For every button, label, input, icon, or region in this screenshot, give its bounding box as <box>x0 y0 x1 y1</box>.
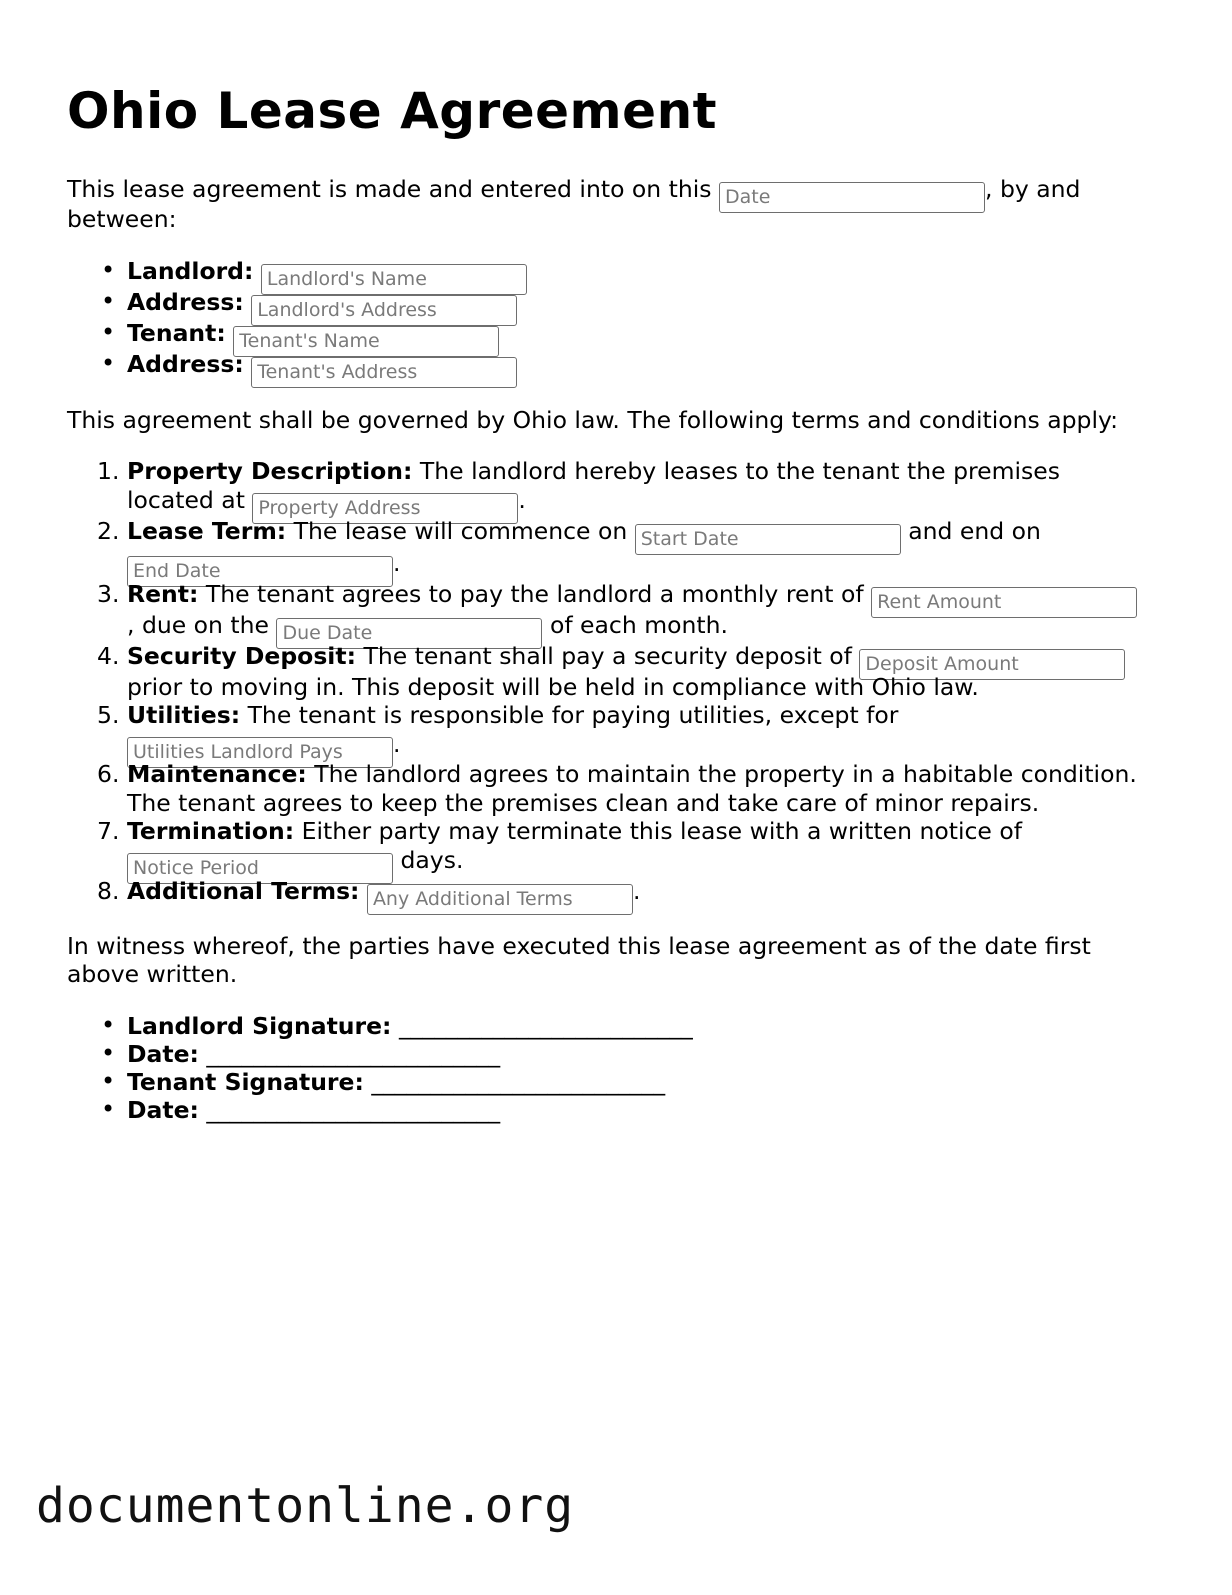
bullet: • <box>101 287 116 315</box>
term-number: 4. <box>97 642 120 670</box>
bullet: • <box>101 1011 116 1039</box>
bullet: • <box>101 1039 116 1067</box>
governing-text: This agreement shall be governed by Ohio law. The following terms and conditions apply: <box>67 406 1119 434</box>
term-lease-line2: End Date. <box>127 548 400 587</box>
page-title: Ohio Lease Agreement <box>67 82 718 140</box>
start-date-field[interactable] <box>635 524 901 555</box>
term-lease: Lease Term: The lease will commence on Start Date and end on <box>127 516 1041 555</box>
term-maintenance: Maintenance: The landlord agrees to maintain the property in a habitable condition. <box>127 760 1137 788</box>
term-number: 8. <box>97 877 120 905</box>
tenant-name-row: Tenant: Tenant's Name <box>127 318 499 357</box>
watermark: documentonline.org <box>36 1478 575 1534</box>
tenant-signature-line: Tenant Signature: _________________________ <box>127 1068 666 1096</box>
intro-line-2: between: <box>67 205 177 233</box>
bullet: • <box>101 256 116 284</box>
bullet: • <box>101 318 116 346</box>
term-number: 1. <box>97 457 120 485</box>
rent-amount-field[interactable] <box>871 587 1137 618</box>
landlord-address-row: Address: Landlord's Address <box>127 287 517 326</box>
witness-text-2: above written. <box>67 960 238 988</box>
bullet: • <box>101 1095 116 1123</box>
term-deposit: Security Deposit: The tenant shall pay a security deposit of Deposit Amount <box>127 641 1125 680</box>
date-field[interactable] <box>719 182 985 213</box>
witness-text: In witness whereof, the parties have executed this lease agreement as of the date first <box>67 932 1091 960</box>
tenant-address-field[interactable] <box>251 357 517 388</box>
landlord-date-line: Date: _________________________ <box>127 1040 501 1068</box>
term-maintenance-line2: The tenant agrees to keep the premises clean and take care of minor repairs. <box>127 789 1040 817</box>
landlord-signature-line: Landlord Signature: _________________________ <box>127 1012 693 1040</box>
term-utilities-line2: Utilities Landlord Pays. <box>127 729 400 768</box>
term-property: Property Description: The landlord hereby leases to the tenant the premises <box>127 457 1060 485</box>
term-termination: Termination: Either party may terminate this lease with a written notice of <box>127 817 1022 845</box>
term-rent: Rent: The tenant agrees to pay the landlord a monthly rent of Rent Amount <box>127 579 1137 618</box>
term-number: 2. <box>97 517 120 545</box>
additional-terms-field[interactable] <box>367 884 633 915</box>
tenant-date-line: Date: _________________________ <box>127 1096 501 1124</box>
term-termination-line2: Notice Period days. <box>127 845 463 884</box>
term-rent-line2: , due on the Due Date of each month. <box>127 610 728 649</box>
bullet: • <box>101 1067 116 1095</box>
term-additional: Additional Terms: Any Additional Terms . <box>127 876 640 915</box>
term-number: 3. <box>97 580 120 608</box>
term-property-line2: located at Property Address . <box>127 485 526 524</box>
bullet: • <box>101 349 116 377</box>
landlord-name-row: Landlord: Landlord's Name <box>127 256 527 295</box>
term-number: 5. <box>97 701 120 729</box>
term-number: 7. <box>97 817 120 845</box>
term-number: 6. <box>97 760 120 788</box>
intro-line: This lease agreement is made and entered into on this Date , by and <box>67 174 1080 213</box>
tenant-address-row: Address: Tenant's Address <box>127 349 517 388</box>
term-utilities: Utilities: The tenant is responsible for paying utilities, except for <box>127 701 899 729</box>
term-deposit-line2: prior to moving in. This deposit will be held in compliance with Ohio law. <box>127 673 979 701</box>
